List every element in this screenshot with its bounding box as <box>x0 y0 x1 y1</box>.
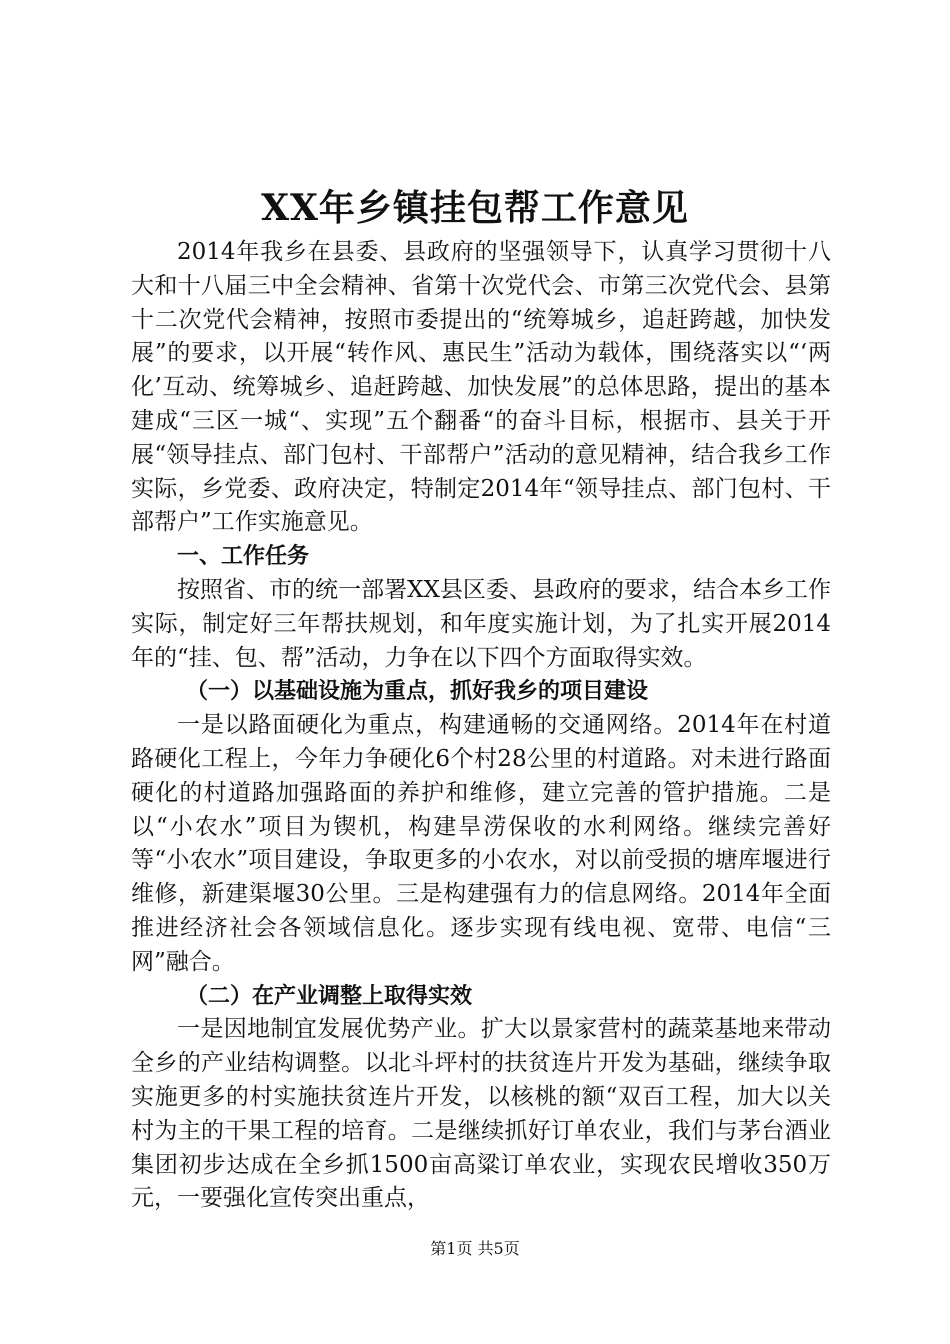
subsection-heading-industry: （二）在产业调整上取得实效 <box>186 983 473 1009</box>
document-title: XX年乡镇挂包帮工作意见 <box>261 187 689 229</box>
subsection-heading-infrastructure: （一）以基础设施为重点，抓好我乡的项目建设 <box>186 679 649 705</box>
subsection-paragraph-infrastructure: 一是以路面硬化为重点，构建通畅的交通网络。2014年在村道路硬化工程上，今年力争硬化6个村28公里的村道路。对未进行路面硬化的村道路加强路面的养护和维修，建立完善的管护措施。二是以“小农水”项目为锲机，构建旱涝保收的水利网络。继续完善好等“小农水”项目建设，争取更多的小农水，对以前受损的塘库堰进行维修，新建渠堰30公里。三是构建强有力的信息网络。2014年全面推进经济社会各领域信息化。逐步实现有线电视、宽带、电信“三网”融合。 <box>131 712 831 975</box>
page-number-footer: 第1页 共5页 <box>430 1239 520 1258</box>
section-paragraph-work-tasks: 按照省、市的统一部署XX县区委、县政府的要求，结合本乡工作实际，制定好三年帮扶规划，和年度实施计划，为了扎实开展2014年的“挂、包、帮”活动，力争在以下四个方面取得实效。 <box>131 576 831 671</box>
subsection-paragraph-industry: 一是因地制宜发展优势产业。扩大以景家营村的蔬菜基地来带动全乡的产业结构调整。以北斗坪村的扶贫连片开发为基础，继续争取实施更多的村实施扶贫连片开发，以核桃的额“双百工程，加大以关村为主的干果工程的培育。二是继续抓好订单农业，我们与茅台酒业集团初步达成在全乡抓1500亩高粱订单农业，实现农民增收350万元，一要强化宣传突出重点， <box>131 1016 831 1212</box>
document-body <box>131 236 831 1216</box>
intro-paragraph: 2014年我乡在县委、县政府的坚强领导下，认真学习贯彻十八大和十八届三中全会精神、省第十次党代会、市第三次党代会、县第十二次党代会精神，按照市委提出的“统筹城乡，追赶跨越，加快发展”的要求，以开展“转作风、惠民生”活动为载体，围绕落实以“‘两化’互动、统筹城乡、追赶跨越、加快发展”的总体思路，提出的基本建成“三区一城“、实现”五个翻番“的奋斗目标，根据市、县关于开展“领导挂点、部门包村、干部帮户”活动的意见精神，结合我乡工作实际，乡党委、政府决定，特制定2014年“领导挂点、部门包村、干部帮户”工作实施意见。 <box>131 239 831 536</box>
section-heading-work-tasks: 一、工作任务 <box>177 544 310 570</box>
